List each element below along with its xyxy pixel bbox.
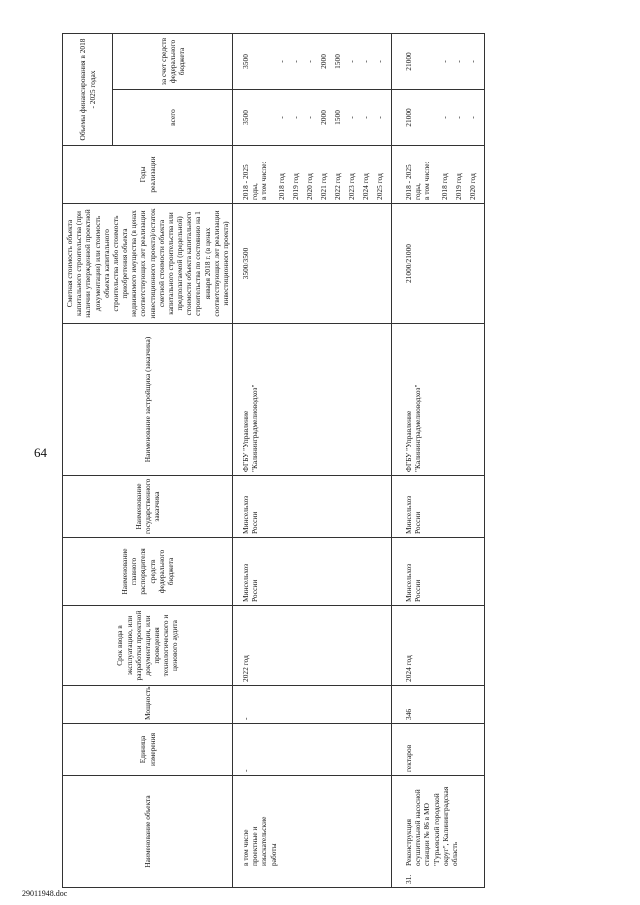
year-label: 2018 год — [440, 173, 450, 200]
total-value: - — [277, 116, 287, 119]
capacity-cell: 346 — [392, 686, 485, 724]
estimate-cell: 3500/3500 — [233, 204, 392, 324]
page-number: 64 — [34, 445, 47, 460]
year-label: 2018 - 2025 годы, в том числе: — [241, 161, 269, 200]
table-body — [233, 34, 485, 888]
table-row — [392, 34, 485, 888]
federal-column-cell — [233, 34, 392, 90]
federal-value: - — [291, 60, 301, 63]
manager-cell: Минсельхоз России — [392, 538, 485, 606]
total-value: - — [375, 116, 385, 119]
deadline-cell: 2024 год — [392, 606, 485, 686]
header-capacity: Мощность — [63, 686, 233, 724]
year-label: 2018 год — [277, 173, 287, 200]
header-row-1 — [63, 34, 113, 888]
total-value: - — [291, 116, 301, 119]
federal-value: - — [277, 60, 287, 63]
year-label: 2019 год — [454, 173, 464, 200]
header-estimate: Сметная стоимость объекта капитального строительства (при наличии утвержденной проектной документации) или стоимость объекта капитального строительства либо стоимость приобретения объекта недвижимого имущества (в ценах соответствующих лет реализации инвестиционного проекта)/остаток сметной стоимости объекта капитального строительства или предполагаемой (предельной) стоимости объекта капитального строительства по состоянию на 1 января 2018 г. (в ценах соответствующих лет реализации инвестиционного проекта) — [63, 204, 233, 324]
capacity-cell: - — [233, 686, 392, 724]
total-column-cell — [233, 90, 392, 146]
year-column-cell — [233, 146, 392, 204]
federal-value: - — [361, 60, 371, 63]
header-years: Годы реализации — [63, 146, 233, 204]
total-value: - — [454, 116, 464, 119]
state-customer-cell: Минсельхоз России — [392, 476, 485, 538]
unit-cell: гектаров — [392, 724, 485, 776]
federal-value: - — [454, 60, 464, 63]
federal-value: - — [468, 60, 478, 63]
header-manager: Наименование главного распорядителя средств федерального бюджета — [63, 538, 233, 606]
year-column-cell — [392, 146, 485, 204]
header-financing: Объемы финансирования в 2018 - 2025 годах — [63, 34, 113, 146]
header-state-customer: Наименование государственного заказчика — [63, 476, 233, 538]
year-label: 2019 год — [291, 173, 301, 200]
federal-value: 2000 — [319, 54, 329, 69]
total-value: 2000 — [319, 110, 329, 125]
rotated-table-container — [62, 34, 623, 888]
federal-value: 21000 — [404, 52, 414, 71]
total-value: - — [305, 116, 315, 119]
federal-value: - — [375, 60, 385, 63]
year-label: 2023 год — [347, 173, 357, 200]
total-value: 3500 — [241, 110, 251, 125]
object-name: в том числе проектные и изыскательские работы — [241, 816, 278, 866]
header-total: всего — [113, 90, 233, 146]
total-value: - — [361, 116, 371, 119]
year-label: 2025 год — [375, 173, 385, 200]
estimate-cell: 21000/21000 — [392, 204, 485, 324]
header-deadline: Срок ввода в эксплуатацию, или разработки проектной документации, или проведения технологического и ценового аудита — [63, 606, 233, 686]
year-label: 2021 год — [319, 173, 329, 200]
year-label: 2022 год — [333, 173, 343, 200]
total-column-cell — [392, 90, 485, 146]
header-unit: Единица измерения — [63, 724, 233, 776]
year-label: 2020 год — [468, 173, 478, 200]
object-name: Реконструкция осушительной насосной станции № 86 в МО "Гурьевский городской округ", Калининградская область — [404, 786, 459, 866]
developer-cell: ФГБУ "Управление "Калининградмелиоводхоз" — [392, 324, 485, 476]
table-row — [233, 34, 392, 888]
deadline-cell: 2022 год — [233, 606, 392, 686]
total-value: - — [468, 116, 478, 119]
federal-value: - — [440, 60, 450, 63]
manager-cell: Минсельхоз России — [233, 538, 392, 606]
row-number — [241, 870, 278, 884]
federal-value: - — [347, 60, 357, 63]
unit-cell: - — [233, 724, 392, 776]
year-label: 2020 год — [305, 173, 315, 200]
developer-cell: ФГБУ "Управление "Калининградмелиоводхоз" — [233, 324, 392, 476]
total-value: - — [440, 116, 450, 119]
year-label: 2018 - 2025 годы, в том числе: — [404, 161, 432, 200]
header-name: Наименование объекта — [63, 776, 233, 888]
federal-value: 1500 — [333, 54, 343, 69]
row-name-cell — [392, 776, 485, 888]
header-developer: Наименование застройщика (заказчика) — [63, 324, 233, 476]
state-customer-cell: Минсельхоз России — [233, 476, 392, 538]
federal-value: 3500 — [241, 54, 251, 69]
row-number: 31. — [404, 874, 414, 884]
total-value: - — [347, 116, 357, 119]
year-label: 2024 год — [361, 173, 371, 200]
row-name-cell — [233, 776, 392, 888]
total-value: 21000 — [404, 108, 414, 127]
federal-value: - — [305, 60, 315, 63]
investment-table — [62, 33, 485, 888]
total-value: 1500 — [333, 110, 343, 125]
header-federal: за счет средств федерального бюджета — [113, 34, 233, 90]
document-id: 29011948.doc — [22, 889, 68, 898]
federal-column-cell — [392, 34, 485, 90]
